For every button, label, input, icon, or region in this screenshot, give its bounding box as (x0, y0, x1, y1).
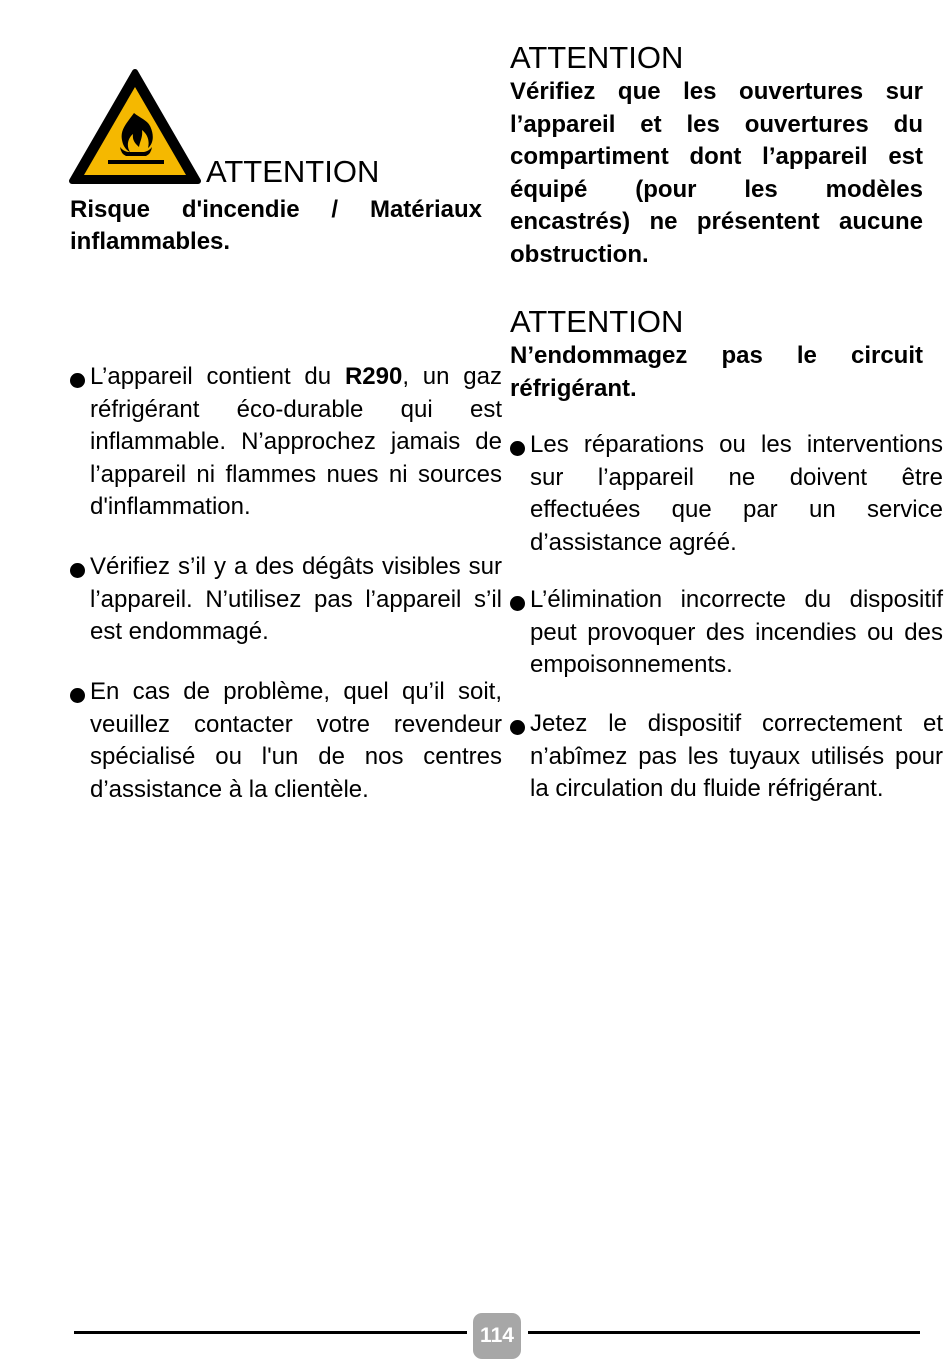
list-item (70, 361, 502, 524)
bullet-text: Vérifiez s’il y a des dégâts visibles sur l’appareil. N’utilisez pas l’appareil s’il est endommagé. (90, 553, 502, 645)
right-attention-block-2 (510, 304, 923, 405)
list-item (70, 551, 502, 649)
footer-rule-left (74, 1331, 467, 1334)
bullet-dot-icon (510, 596, 525, 611)
footer-rule-right (528, 1331, 920, 1334)
bullet-text: En cas de problème, quel qu’il soit, veuillez contacter votre revendeur spécialisé ou l'un de nos centres d’assistance à la clientèle. (90, 678, 502, 803)
refrigerant-code: R290 (344, 363, 403, 390)
bullet-text: L’élimination incorrecte du dispositif peut provoquer des incendies ou des empoisonnements. (530, 586, 943, 678)
list-item (510, 708, 943, 806)
list-item (70, 676, 502, 806)
right-attention-title-2: ATTENTION (510, 304, 684, 339)
right-attention-block-1 (510, 40, 923, 271)
page-number: 114 (473, 1313, 521, 1359)
list-item (510, 584, 943, 682)
bullet-text: Les réparations ou les interventions sur l’appareil ne doivent être effectuées que par un service d’assistance agréé. (530, 431, 943, 556)
flammable-warning-icon (68, 68, 202, 186)
left-attention-text: Risque d'incendie / Matériaux inflammables. (70, 196, 482, 255)
right-attention-text-1: Vérifiez que les ouvertures sur l’appareil et les ouvertures du compartiment dont l’appareil est équipé (pour les modèles encastrés) ne présentent aucune obstruction. (510, 78, 923, 268)
list-item (510, 429, 943, 559)
bullet-dot-icon (70, 563, 85, 578)
bullet-dot-icon (510, 720, 525, 735)
bullet-dot-icon (70, 688, 85, 703)
bullet-text-suffix: , un gaz réfrigérant éco-durable qui est inflammable. N’approchez jamais de l’appareil ni flammes nues ni sources d'inflammation. (90, 363, 502, 520)
right-attention-text-2: N’endommagez pas le circuit réfrigérant. (510, 342, 923, 402)
bullet-text-prefix: L’appareil contient du (90, 363, 345, 390)
bullet-dot-icon (70, 373, 85, 388)
bullet-text: Jetez le dispositif correctement et n’abîmez pas les tuyaux utilisés pour la circulation du fluide réfrigérant. (530, 710, 943, 802)
right-attention-title-1: ATTENTION (510, 40, 684, 75)
left-attention-title: ATTENTION (206, 154, 380, 189)
bullet-dot-icon (510, 441, 525, 456)
